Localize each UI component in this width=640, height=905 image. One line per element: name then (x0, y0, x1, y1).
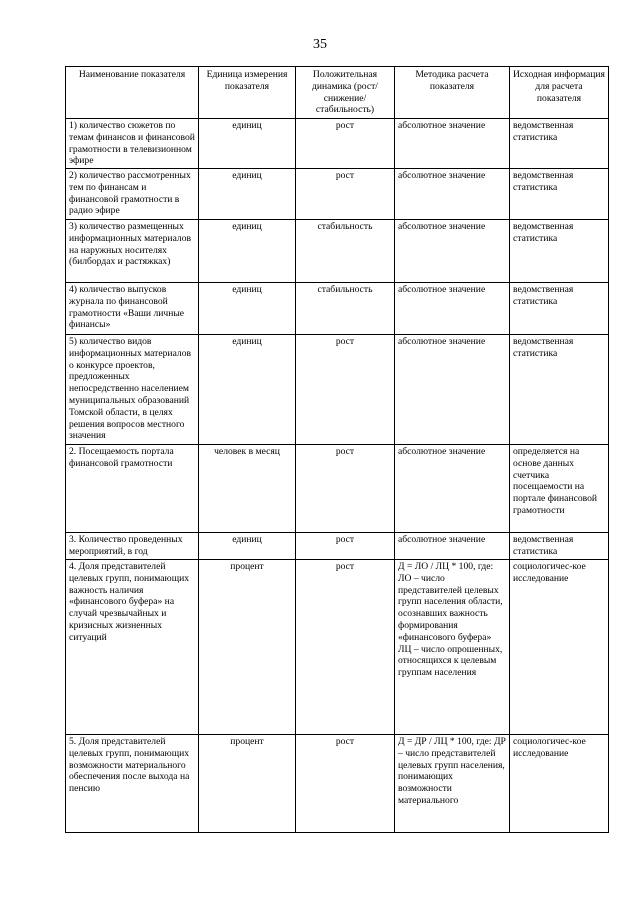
table-row (66, 220, 609, 283)
indicator-method: абсолютное значение (395, 533, 510, 560)
indicator-method: Д = ЛО / ЛЦ * 100, где: ЛО – число представителей целевых групп населения области, осознавших важность формирования «финансового буфера» ЛЦ – число опрошенных, относящихся к целевым группам населения (395, 560, 510, 735)
indicator-unit: процент (199, 560, 296, 735)
table-row (66, 283, 609, 335)
table-row (66, 560, 609, 735)
indicator-dynamics: рост (296, 533, 395, 560)
indicator-dynamics: рост (296, 445, 395, 533)
indicator-method: Д = ДР / ЛЦ * 100, где: ДР – число представителей целевых групп населения, понимающих возможности материального (395, 735, 510, 833)
indicator-dynamics: рост (296, 335, 395, 445)
indicator-unit: процент (199, 735, 296, 833)
indicator-dynamics: рост (296, 560, 395, 735)
indicator-source: ведомственная статистика (510, 335, 609, 445)
indicator-source: ведомственная статистика (510, 220, 609, 283)
indicator-name: 5. Доля представителей целевых групп, понимающих возможности материального обеспечения после выхода на пенсию (66, 735, 199, 833)
indicator-name: 2) количество рассмотренных тем по финансам и финансовой грамотности в радио эфире (66, 169, 199, 220)
indicator-name: 2. Посещаемость портала финансовой грамотности (66, 445, 199, 533)
indicator-source: социологичес-кое исследование (510, 735, 609, 833)
table-row (66, 119, 609, 169)
table-row (66, 335, 609, 445)
indicator-method: абсолютное значение (395, 335, 510, 445)
indicator-name: 4. Доля представителей целевых групп, понимающих важность наличия «финансового буфера» на случай чрезвычайных и кризисных жизненных ситуаций (66, 560, 199, 735)
table-row (66, 533, 609, 560)
indicator-dynamics: стабильность (296, 283, 395, 335)
indicator-method: абсолютное значение (395, 445, 510, 533)
indicator-unit: единиц (199, 169, 296, 220)
table-header-row (66, 67, 609, 119)
indicator-name: 1) количество сюжетов по темам финансов и финансовой грамотности в телевизионном эфире (66, 119, 199, 169)
indicator-unit: единиц (199, 335, 296, 445)
indicator-unit: человек в месяц (199, 445, 296, 533)
indicator-source: социологичес-кое исследование (510, 560, 609, 735)
page-number: 35 (313, 37, 327, 52)
table-row (66, 169, 609, 220)
header-indicator-name: Наименование показателя (66, 67, 199, 119)
indicator-dynamics: рост (296, 119, 395, 169)
indicator-source: ведомственная статистика (510, 283, 609, 335)
indicator-dynamics: стабильность (296, 220, 395, 283)
header-dynamics: Положительная динамика (рост/снижение/стабильность) (296, 67, 395, 119)
indicator-source: ведомственная статистика (510, 169, 609, 220)
indicator-method: абсолютное значение (395, 283, 510, 335)
indicator-dynamics: рост (296, 735, 395, 833)
header-unit: Единица измерения показателя (199, 67, 296, 119)
indicator-source: ведомственная статистика (510, 533, 609, 560)
indicator-method: абсолютное значение (395, 119, 510, 169)
indicator-name: 3. Количество проведенных мероприятий, в год (66, 533, 199, 560)
table-row (66, 445, 609, 533)
indicator-unit: единиц (199, 119, 296, 169)
indicator-dynamics: рост (296, 169, 395, 220)
indicator-source: ведомственная статистика (510, 119, 609, 169)
header-method: Методика расчета показателя (395, 67, 510, 119)
header-source: Исходная информация для расчета показателя (510, 67, 609, 119)
indicators-table (65, 66, 609, 833)
indicator-method: абсолютное значение (395, 169, 510, 220)
indicator-source: определяется на основе данных счетчика посещаемости на портале финансовой грамотности (510, 445, 609, 533)
indicator-unit: единиц (199, 533, 296, 560)
indicator-method: абсолютное значение (395, 220, 510, 283)
table-row (66, 735, 609, 833)
indicator-name: 5) количество видов информационных материалов о конкурсе проектов, предложенных непосредственно населением муниципальных образований Томской области, в целях решения вопросов местного значения (66, 335, 199, 445)
indicator-name: 4) количество выпусков журнала по финансовой грамотности «Ваши личные финансы» (66, 283, 199, 335)
indicator-unit: единиц (199, 220, 296, 283)
indicator-name: 3) количество размещенных информационных материалов на наружных носителях (билбордах и растяжках) (66, 220, 199, 283)
indicator-unit: единиц (199, 283, 296, 335)
